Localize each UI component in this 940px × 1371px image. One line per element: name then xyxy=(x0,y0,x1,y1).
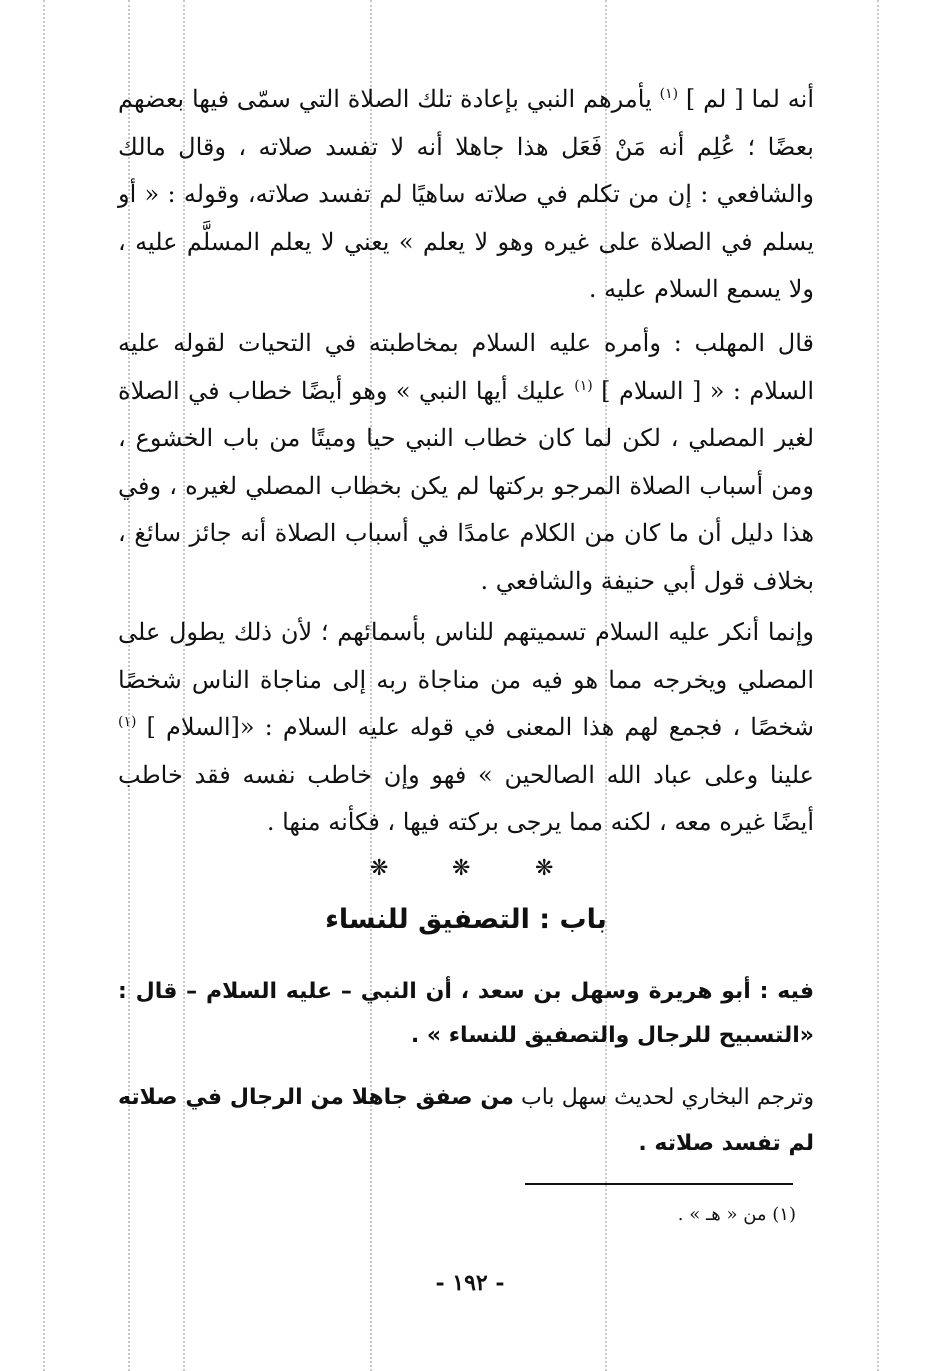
chapter-title-bold: من صفق جاهلا من الرجال في صلاته لم تفسد صلاته . xyxy=(118,1085,814,1156)
paragraph-1 xyxy=(118,76,814,314)
paragraph-1-start: أنه لما [ لم ] xyxy=(678,85,814,113)
footnote-reference: (١) xyxy=(574,377,593,394)
paragraph-3 xyxy=(118,609,814,847)
footnote-reference: (١) xyxy=(659,86,679,102)
star-ornament-icon: ❋ xyxy=(535,856,554,881)
hadith-paragraph xyxy=(118,970,814,1058)
paragraph-3-rest: علينا وعلى عباد الله الصالحين » فهو وإن خاطب نفسه فقد خاطب أيضًا غيره معه ، لكنه مما يرجى بركته فيها ، فكأنه منها . xyxy=(118,760,814,836)
page-number: - ١٩٢ - xyxy=(435,1270,505,1296)
last-paragraph-start: وترجم البخاري لحديث سهل باب xyxy=(513,1085,814,1110)
section-separator xyxy=(0,856,940,888)
footnote-reference: (١) xyxy=(118,714,137,730)
star-ornament-icon: ❋ xyxy=(452,856,471,881)
paragraph-1-rest: يأمرهم النبي بإعادة تلك الصلاة التي سمّى فيها بعضهم بعضًا ؛ عُلِم أنه مَنْ فَعَل هذا جاهلا أنه لا تفسد صلاته ، وقال مالك والشافعي : إن من تكلم في صلاته ساهيًا لم تفسد صلاته، وقوله : « أو يسلم في الصلاة على غيره وهو لا يعلم » يعني لا يعلم المسلَّم عليه ، ولا يسمع السلام عليه . xyxy=(118,85,814,303)
chapter-heading: باب : التصفيق للنساء xyxy=(325,904,607,935)
scan-artifact-line xyxy=(43,0,45,1371)
scan-artifact-line xyxy=(877,0,879,1371)
paragraph-2-start: قال المهلب : وأمره عليه السلام بمخاطبته في التحيات لقوله عليه السلام : « [ السلام ] xyxy=(118,329,814,405)
hadith-text: فيه : أبو هريرة وسهل بن سعد ، أن النبي – عليه السلام – قال : «التسبيح للرجال والتصفيق للنساء » . xyxy=(118,979,814,1048)
footnote: (١) من « هـ » . xyxy=(677,1204,796,1225)
footnote-divider xyxy=(525,1183,793,1185)
paragraph-3-start: وإنما أنكر عليه السلام تسميتهم للناس بأسمائهم ؛ لأن ذلك يطول على المصلي ويخرجه مما هو فيه من مناجاة ربه إلى مناجاة الناس شخصًا شخصًا ، فجمع لهم هذا المعنى في قوله عليه السلام : «[السلام ] xyxy=(118,618,814,741)
paragraph-2-rest: عليك أيها النبي » وهو أيضًا خطاب في الصلاة لغير المصلي ، لكن لما كان خطاب النبي حيا وميتًا من باب الخشوع ، ومن أسباب الصلاة المرجو بركتها لم يكن بخطاب المصلي لغيره ، وفي هذا دليل أن ما كان من الكلام عامدًا في أسباب الصلاة أنه جائز سائغ ، بخلاف قول أبي حنيفة والشافعي . xyxy=(118,376,814,595)
paragraph-2 xyxy=(118,320,814,605)
star-ornament-icon: ❋ xyxy=(370,856,389,881)
last-paragraph xyxy=(118,1075,814,1167)
